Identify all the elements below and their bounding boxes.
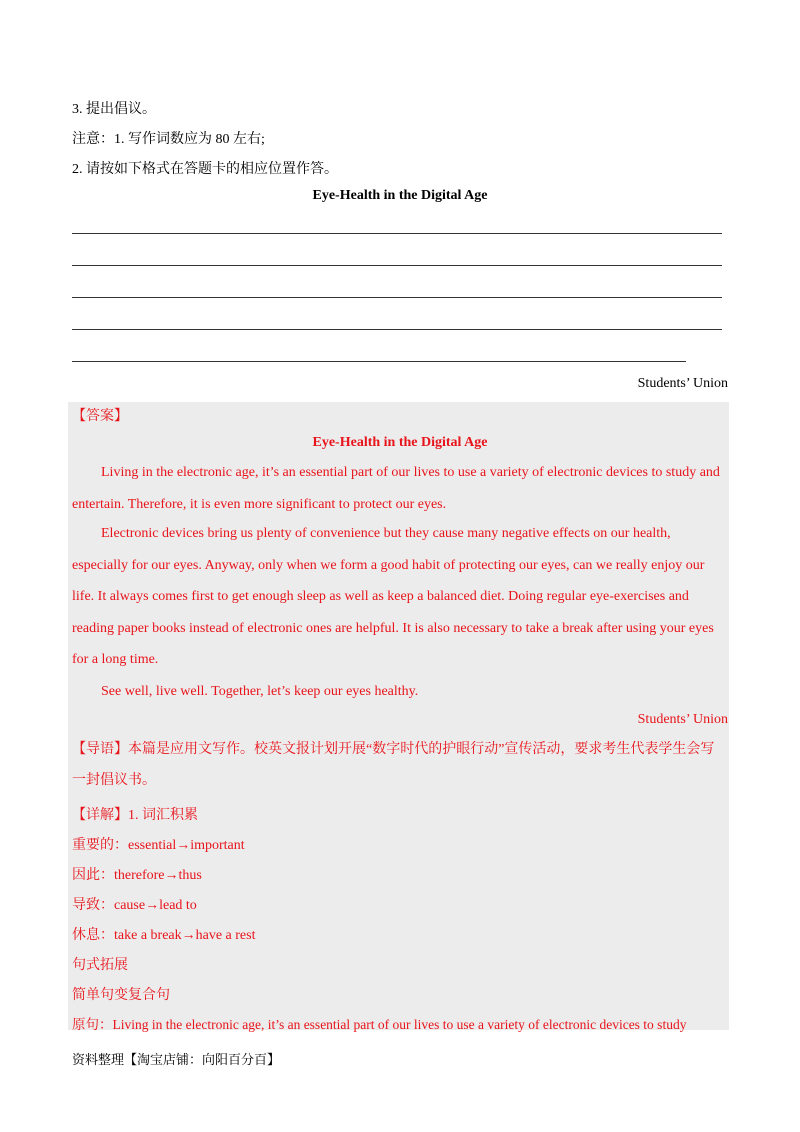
answer-label: 【答案】 — [72, 409, 128, 424]
task-point-3: 3. 提出倡议。 — [72, 102, 156, 117]
vocab-item: 重要的：essential→important — [72, 838, 245, 853]
writing-line — [72, 233, 722, 234]
footer-text: 资料整理【淘宝店铺：向阳百分百】 — [72, 1052, 281, 1067]
writing-line — [72, 361, 686, 362]
answer-paragraph-3: See well, live well. Together, let’s keep our eyes healthy. — [101, 684, 419, 699]
writing-line — [72, 265, 722, 266]
answer-paragraph-1: Living in the electronic age, it’s an essential part of our lives to use a variety of electronic devices to study and entertain. Therefore, it is even more significant to protect our eyes. — [72, 465, 720, 512]
writing-line — [72, 297, 722, 298]
original-sentence: 原句：Living in the electronic age, it’s an essential part of our lives to use a variety of electronic devices to study — [72, 1017, 687, 1032]
answer-title: Eye-Health in the Digital Age — [312, 435, 488, 450]
writing-line — [72, 329, 722, 330]
answer-signature: Students’ Union — [637, 712, 728, 727]
note-format: 2. 请按如下格式在答题卡的相应位置作答。 — [72, 162, 338, 177]
vocab-item: 因此：therefore→thus — [72, 868, 202, 883]
subsection-heading: 简单句变复合句 — [72, 988, 170, 1003]
signature: Students’ Union — [637, 376, 728, 391]
writing-title: Eye-Health in the Digital Age — [312, 188, 488, 203]
vocab-item: 休息：take a break→have a rest — [72, 928, 256, 943]
answer-paragraph-2: Electronic devices bring us plenty of convenience but they cause many negative effects on our health, especially for our eyes. Anyway, only when we form a good habit of protecting our eyes, can we really enjoy our life. It always comes first to get enough sleep as well as keep a balanced diet. Doing regular eye-exercises and reading paper books instead of electronic ones are helpful. It is also necessary to take a break after using your eyes for a long time. — [72, 526, 714, 667]
guide-text: 【导语】本篇是应用文写作。校英文报计划开展“数字时代的护眼行动”宣传活动，要求考生代表学生会写一封倡议书。 — [72, 742, 715, 788]
section-heading: 句式拓展 — [72, 958, 128, 973]
note-word-count: 注意：1. 写作词数应为 80 左右; — [72, 132, 265, 147]
details-heading: 【详解】1. 词汇积累 — [72, 808, 198, 823]
vocab-item: 导致：cause→lead to — [72, 898, 197, 913]
